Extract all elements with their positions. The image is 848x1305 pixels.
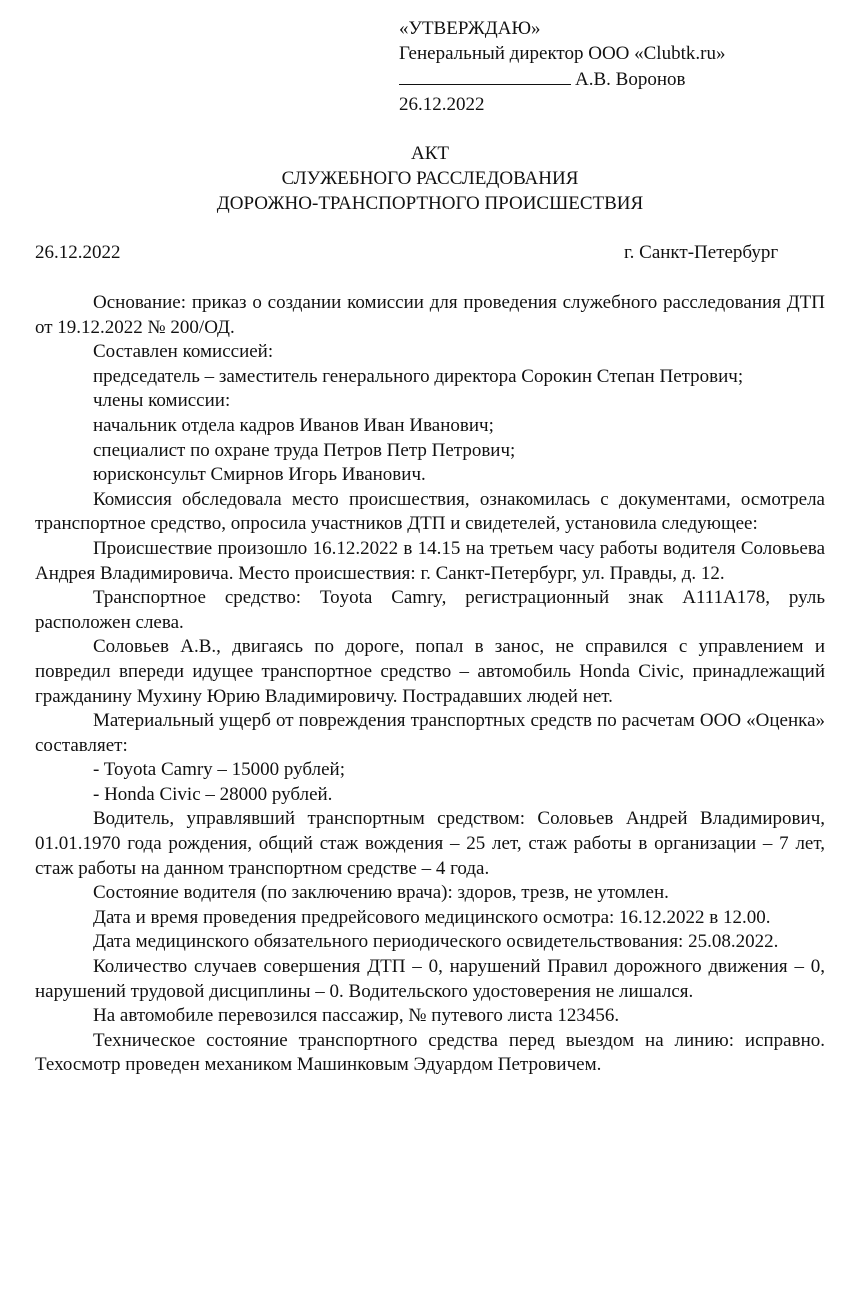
paragraph-basis: Основание: приказ о создании комиссии для проведения служебного расследования ДТП от 19.12.2022 № 200/ОД.: [35, 292, 825, 338]
paragraph-driver-condition: Состояние водителя (по заключению врача): здоров, трезв, не утомлен.: [93, 882, 669, 904]
act-date: 26.12.2022: [35, 242, 121, 263]
act-city: г. Санкт-Петербург: [624, 242, 779, 263]
paragraph-damage-toyota: - Toyota Camry – 15000 рублей;: [93, 759, 345, 781]
approval-position: Генеральный директор ООО «Clubtk.ru»: [399, 43, 726, 64]
title-line-3: ДОРОЖНО-ТРАНСПОРТНОГО ПРОИСШЕСТВИЯ: [216, 193, 644, 214]
signature-line: [399, 66, 571, 85]
paragraph-incident: Происшествие произошло 16.12.2022 в 14.15 на третьем часу работы водителя Соловьева Андрея Владимировича. Место происшествия: г. Санкт-Петербург, ул. Правды, д. 12.: [35, 537, 825, 584]
approval-block: [399, 16, 725, 117]
title-line-2: СЛУЖЕБНОГО РАССЛЕДОВАНИЯ: [281, 168, 579, 189]
paragraph-passenger: На автомобиле перевозился пассажир, № путевого листа 123456.: [93, 1005, 620, 1027]
approval-heading: «УТВЕРЖДАЮ»: [399, 18, 541, 39]
paragraph-circumstances: Соловьев А.В., двигаясь по дороге, попал в занос, не справился с управлением и повредил впереди идущее транспортное средство – автомобиль Honda Civic, принадлежащий гражданину Мухину Юрию Владимировичу. Пострадавших людей нет.: [35, 636, 825, 707]
paragraph-damage: Материальный ущерб от повреждения транспортных средств по расчетам ООО «Оценка» составляет:: [35, 710, 825, 756]
paragraph-violations: Количество случаев совершения ДТП – 0, нарушений Правил дорожного движения – 0, нарушений трудовой дисциплины – 0. Водительского удостоверения не лишался.: [35, 956, 825, 1002]
paragraph-driver: Водитель, управлявший транспортным средством: Соловьев Андрей Владимирович, 01.01.1970 года рождения, общий стаж вождения – 25 лет, стаж работы в организации – 7 лет, стаж работы на данном транспортном средстве – 4 года.: [35, 808, 825, 879]
paragraph-members: члены комиссии:: [93, 390, 231, 412]
paragraph-member-hr: начальник отдела кадров Иванов Иван Иванович;: [93, 414, 494, 436]
paragraph-periodic-exam: Дата медицинского обязательного периодического освидетельствования: 25.08.2022.: [93, 931, 779, 953]
paragraph-inspection: Комиссия обследовала место происшествия, ознакомилась с документами, осмотрела транспортное средство, опросила участников ДТП и свидетелей, установила следующее:: [35, 488, 825, 535]
paragraph-member-legal: юрисконсульт Смирнов Игорь Иванович.: [93, 464, 426, 486]
paragraph-technical-state: Техническое состояние транспортного средства перед выездом на линию: исправно. Техосмотр проведен механиком Машинковым Эдуардом Петровичем.: [35, 1029, 825, 1076]
approval-signer: А.В. Воронов: [575, 69, 686, 90]
paragraph-chairman: председатель – заместитель генерального директора Сорокин Степан Петрович;: [93, 365, 744, 387]
title-line-1: АКТ: [411, 143, 449, 164]
document-title: [0, 141, 848, 216]
approval-date: 26.12.2022: [399, 94, 485, 115]
approval-signature-row: [399, 66, 725, 92]
paragraph-vehicle: Транспортное средство: Toyota Camry, регистрационный знак А111А178, руль расположен слева.: [35, 587, 825, 633]
paragraph-medical-check: Дата и время проведения предрейсового медицинского осмотра: 16.12.2022 в 12.00.: [93, 906, 771, 928]
paragraph-damage-honda: - Honda Civic – 28000 рублей.: [93, 783, 333, 805]
paragraph-commission: Составлен комиссией:: [93, 341, 274, 363]
document-body: [35, 291, 825, 1078]
paragraph-member-safety: специалист по охране труда Петров Петр Петрович;: [93, 439, 516, 461]
